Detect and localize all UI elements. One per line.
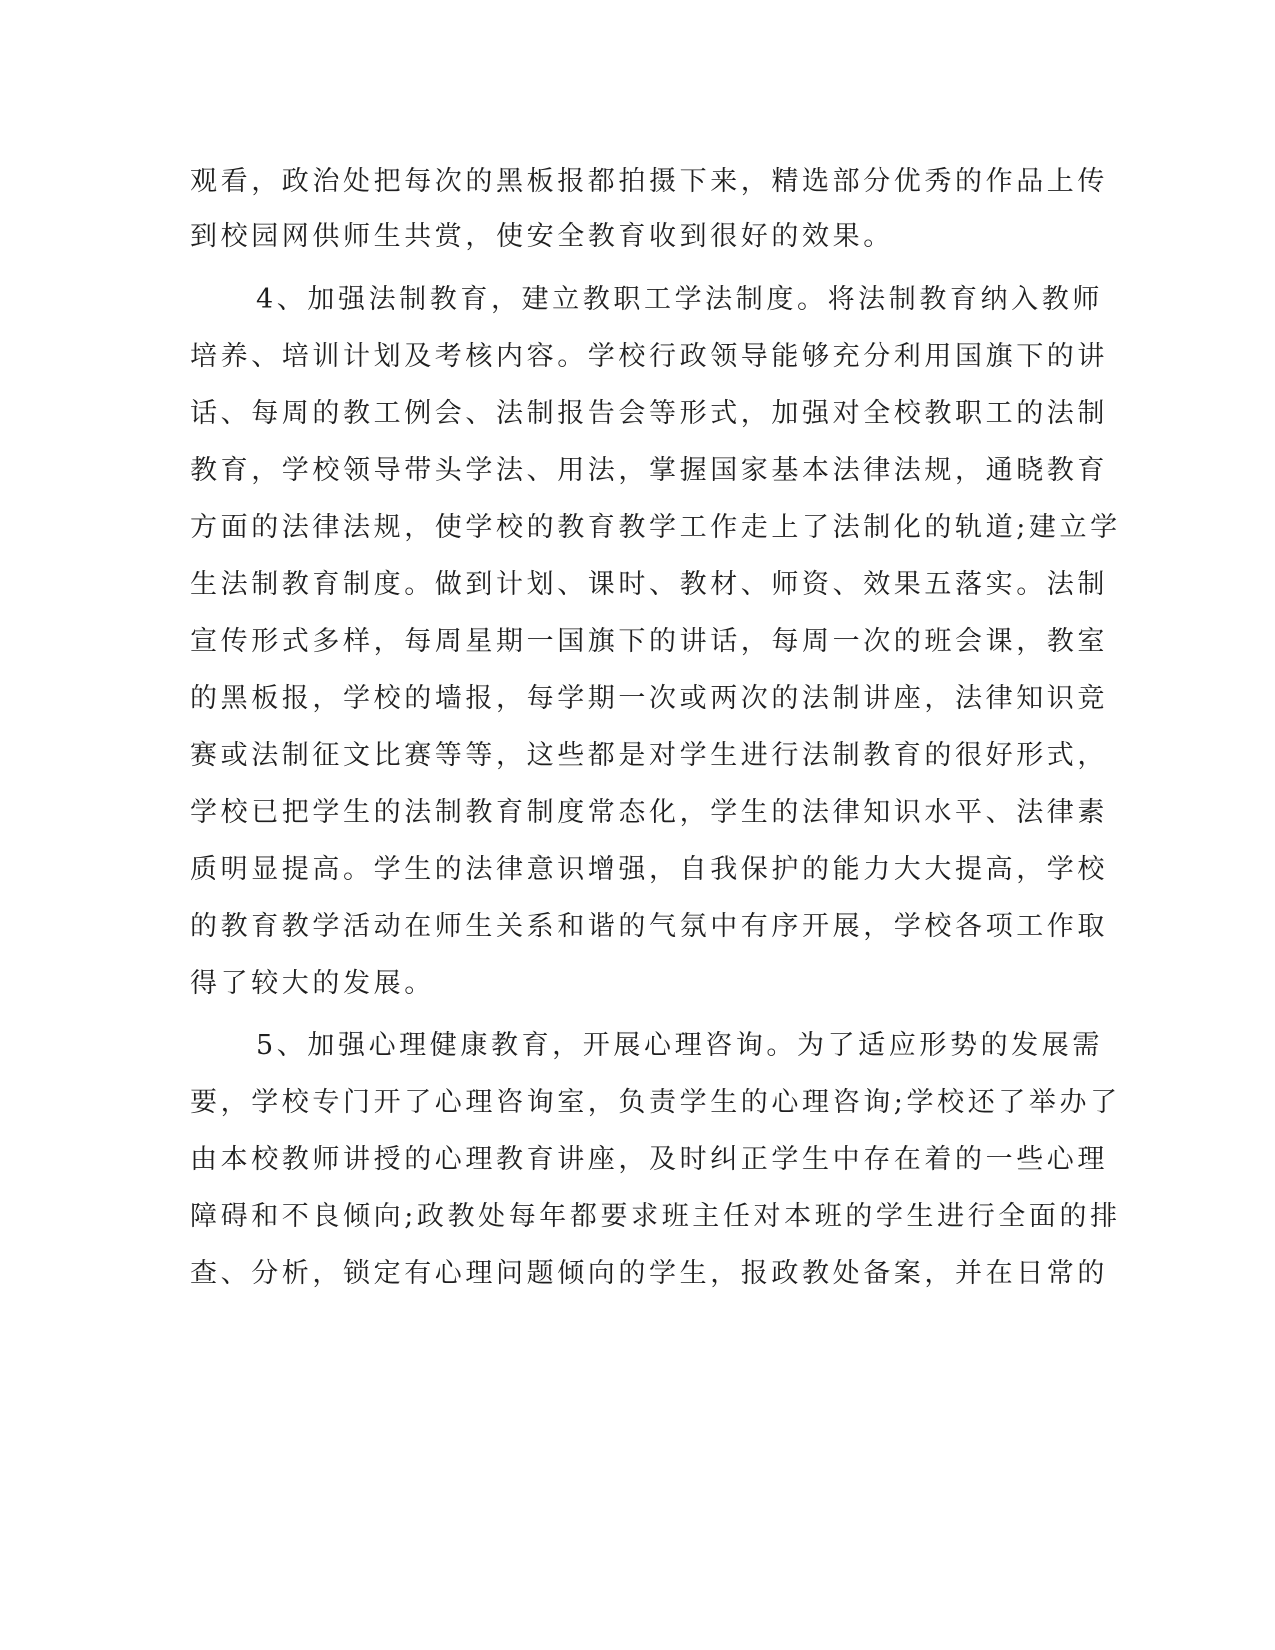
text-line: 方面的法律法规，使学校的教育教学工作走上了法制化的轨道;建立学 bbox=[190, 512, 1121, 543]
text-line: 要，学校专门开了心理咨询室，负责学生的心理咨询;学校还了举办了 bbox=[190, 1087, 1121, 1118]
paragraph-5-start: 5、加强心理健康教育，开展心理咨询。为了适应形势的发展需 bbox=[256, 1030, 1103, 1061]
text-line: 查、分析，锁定有心理问题倾向的学生，报政教处备案，并在日常的 bbox=[190, 1258, 1108, 1289]
text-line: 的黑板报，学校的墙报，每学期一次或两次的法制讲座，法律知识竞 bbox=[190, 683, 1108, 714]
text-line: 培养、培训计划及考核内容。学校行政领导能够充分利用国旗下的讲 bbox=[190, 341, 1108, 372]
text-line: 观看，政治处把每次的黑板报都拍摄下来，精选部分优秀的作品上传 bbox=[190, 166, 1108, 197]
text-line: 赛或法制征文比赛等等，这些都是对学生进行法制教育的很好形式， bbox=[190, 740, 1108, 771]
text-line: 得了较大的发展。 bbox=[190, 968, 435, 999]
text-line: 生法制教育制度。做到计划、课时、教材、师资、效果五落实。法制 bbox=[190, 569, 1108, 600]
text-line: 由本校教师讲授的心理教育讲座，及时纠正学生中存在着的一些心理 bbox=[190, 1144, 1108, 1175]
text-line: 障碍和不良倾向;政教处每年都要求班主任对本班的学生进行全面的排 bbox=[190, 1201, 1121, 1232]
text-line: 的教育教学活动在师生关系和谐的气氛中有序开展，学校各项工作取 bbox=[190, 911, 1108, 942]
paragraph-4-start: 4、加强法制教育，建立教职工学法制度。将法制教育纳入教师 bbox=[256, 284, 1103, 315]
text-line: 宣传形式多样，每周星期一国旗下的讲话，每周一次的班会课，教室 bbox=[190, 626, 1108, 657]
text-line: 质明显提高。学生的法律意识增强，自我保护的能力大大提高，学校 bbox=[190, 854, 1108, 885]
text-line: 学校已把学生的法制教育制度常态化，学生的法律知识水平、法律素 bbox=[190, 797, 1108, 828]
text-line: 教育，学校领导带头学法、用法，掌握国家基本法律法规，通晓教育 bbox=[190, 455, 1108, 486]
text-line: 到校园网供师生共赏，使安全教育收到很好的效果。 bbox=[190, 221, 894, 252]
text-line: 话、每周的教工例会、法制报告会等形式，加强对全校教职工的法制 bbox=[190, 398, 1108, 429]
